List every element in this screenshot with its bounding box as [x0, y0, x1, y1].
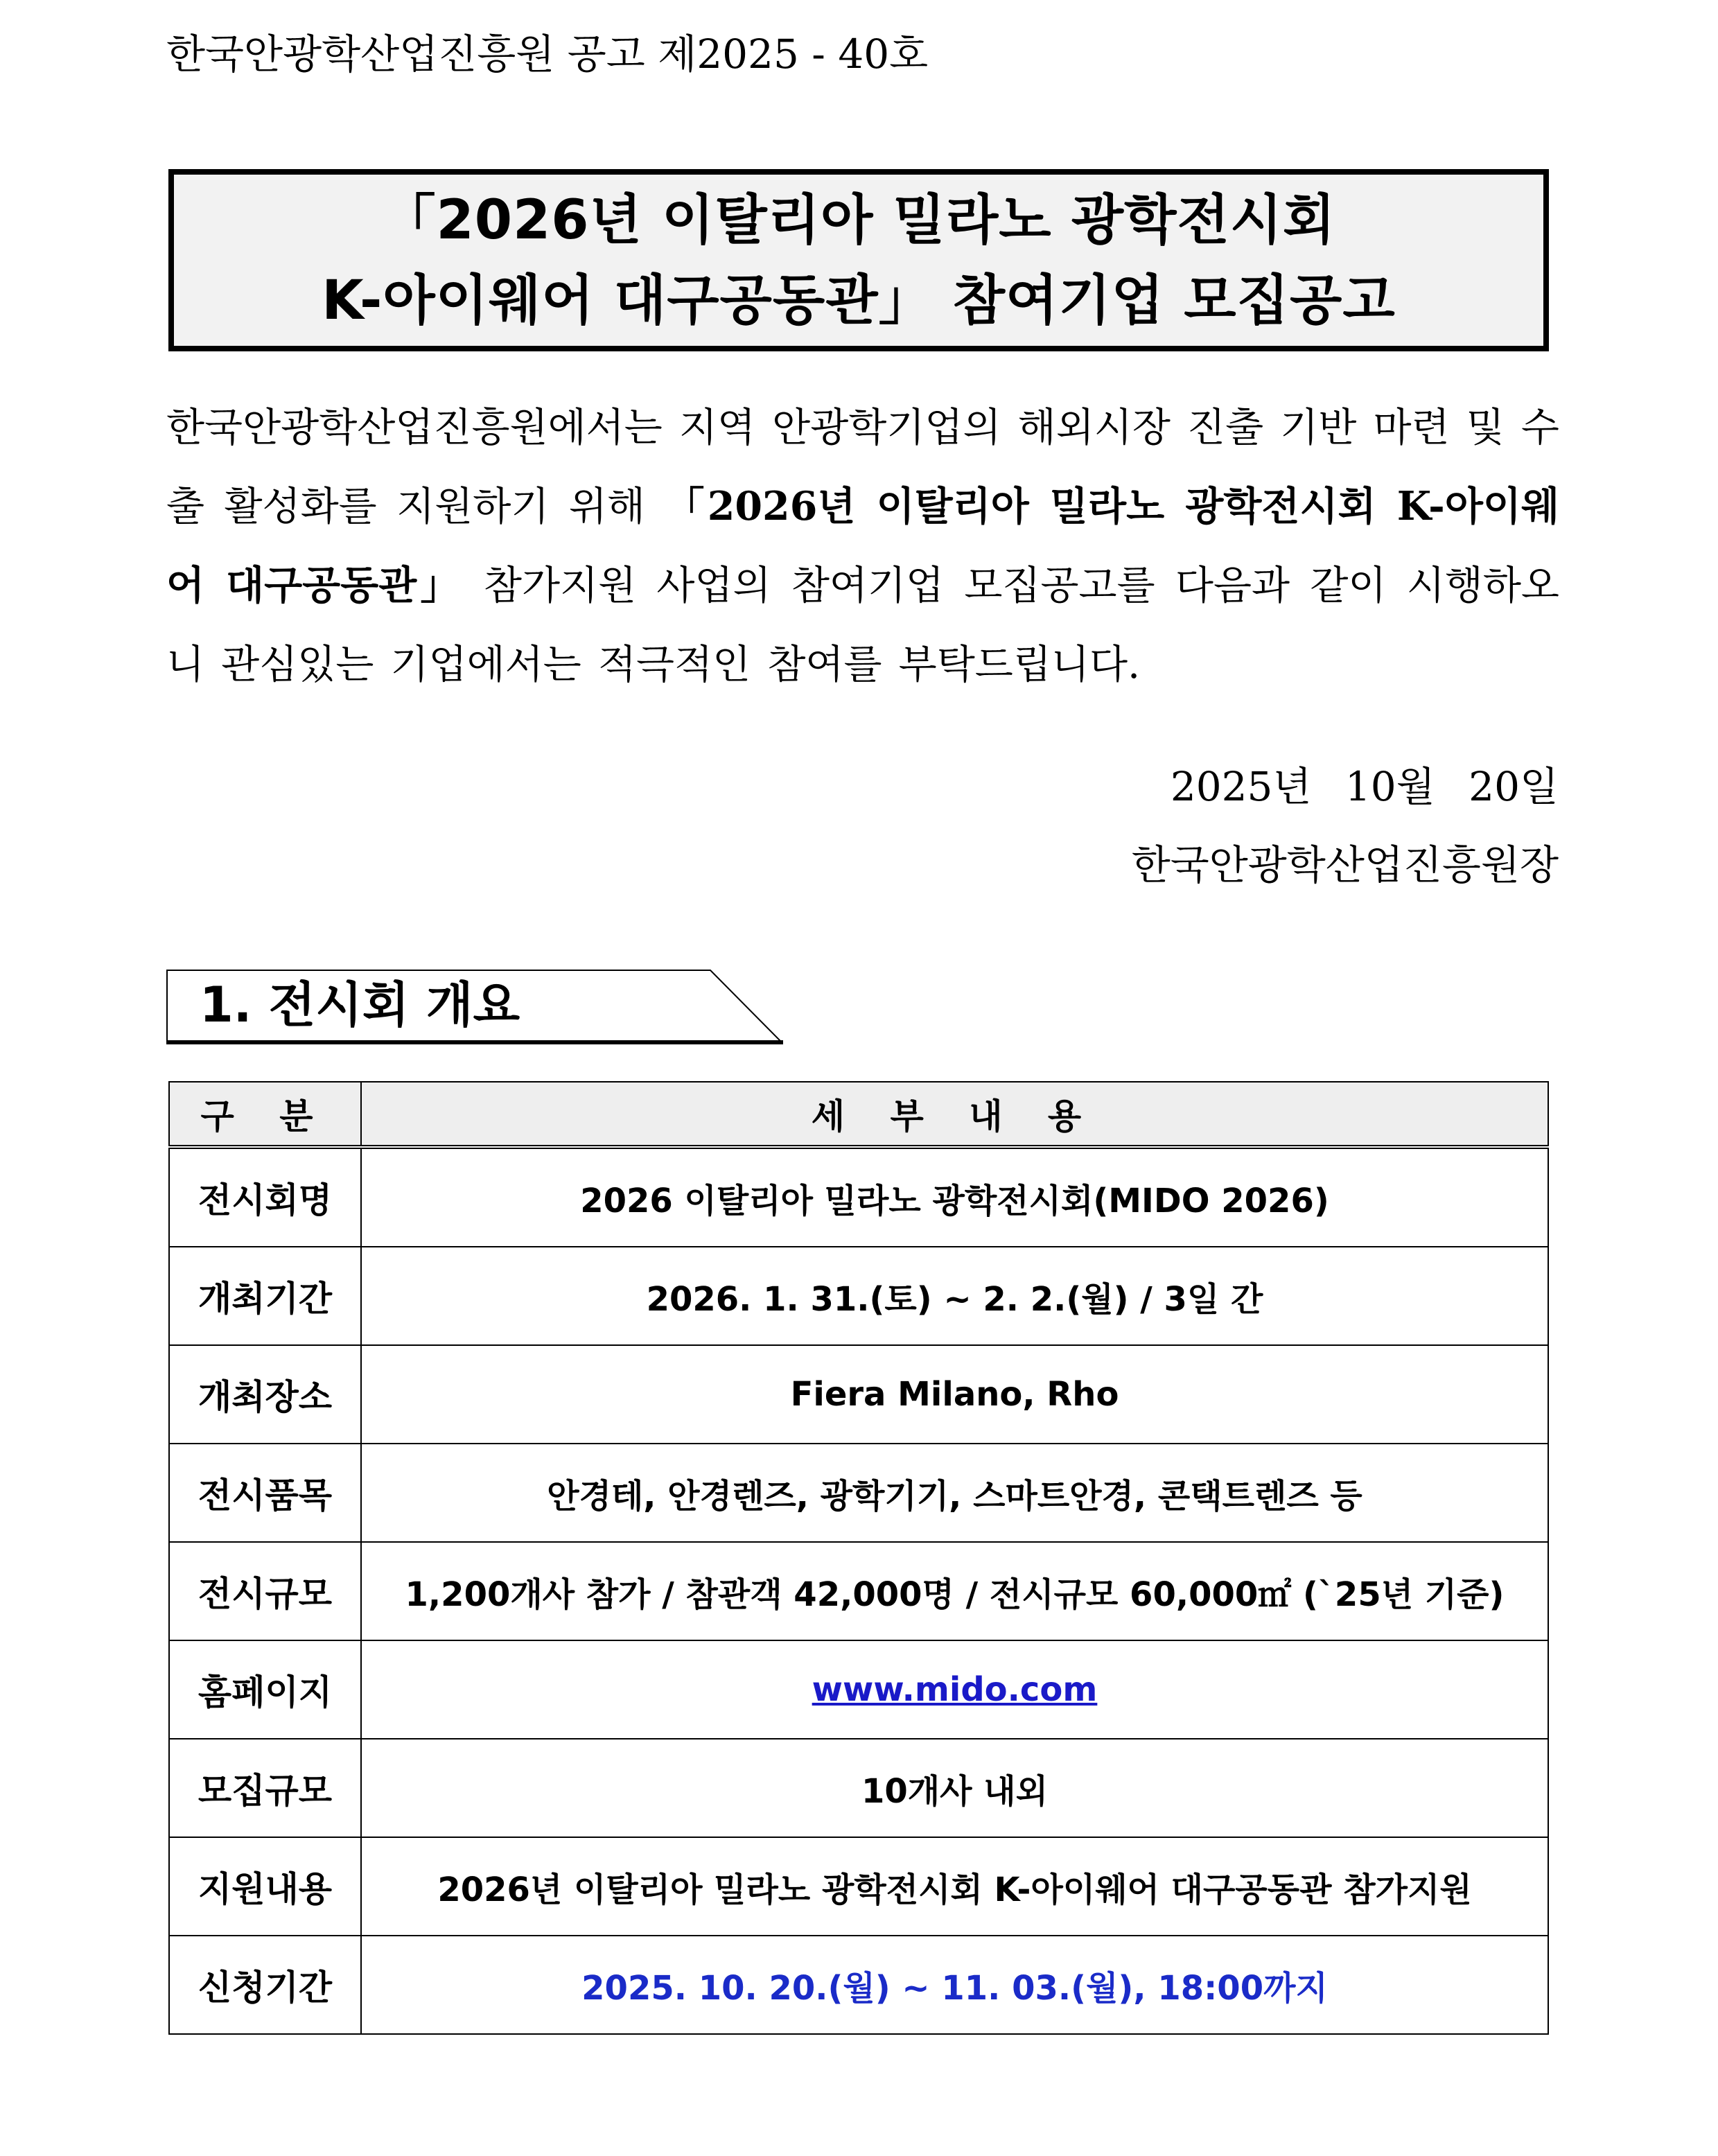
table-row [169, 1739, 1548, 1837]
row-value: 2026. 1. 31.(토) ~ 2. 2.(월) / 3일 간 [361, 1247, 1548, 1345]
table-header-row [169, 1082, 1548, 1147]
intro-emphasis: 「2026년 이탈리아 밀라노 광학전시회 K-아이웨어 대구공동관」 [166, 483, 1560, 608]
intro-paragraph [166, 388, 1559, 704]
row-value [361, 1640, 1548, 1739]
row-value: 안경테, 안경렌즈, 광학기기, 스마트안경, 콘택트렌즈 등 [361, 1444, 1548, 1542]
notice-number: 한국안광학산업진흥원 공고 제2025 - 40호 [166, 30, 929, 78]
row-value: 2026년 이탈리아 밀라노 광학전시회 K-아이웨어 대구공동관 참가지원 [361, 1837, 1548, 1936]
table-row [169, 1542, 1548, 1640]
header-details: 세 부 내 용 [361, 1082, 1548, 1147]
intro-text-1: 한국안광학산업진흥원에서는 지역 안광학기업의 해외시장 진출 기반 마련 및 수출 활성화를 지원하기 위해 [166, 405, 1559, 529]
table-row [169, 1444, 1548, 1542]
section-title: 1. 전시회 개요 [200, 976, 520, 1033]
row-label: 전시회명 [169, 1147, 361, 1247]
exhibition-overview-table [168, 1081, 1549, 2035]
row-value: Fiera Milano, Rho [361, 1345, 1548, 1444]
row-label: 홈페이지 [169, 1640, 361, 1739]
row-value: 10개사 내외 [361, 1739, 1548, 1837]
table-row [169, 1837, 1548, 1936]
title-line-2: K-아이웨어 대구공동관」 참여기업 모집공고 [322, 269, 1396, 332]
announcement-date: 2025년 10월 20일 [1170, 763, 1559, 810]
table-row [169, 1936, 1548, 2034]
row-value [361, 1936, 1548, 2034]
row-label: 신청기간 [169, 1936, 361, 2034]
table-row [169, 1147, 1548, 1247]
row-label: 지원내용 [169, 1837, 361, 1936]
signer: 한국안광학산업진흥원장 [1131, 841, 1559, 888]
row-label: 전시품목 [169, 1444, 361, 1542]
homepage-link[interactable]: www.mido.com [812, 1670, 1098, 1709]
row-label: 개최장소 [169, 1345, 361, 1444]
row-value: 2026 이탈리아 밀라노 광학전시회(MIDO 2026) [361, 1147, 1548, 1247]
table-row [169, 1640, 1548, 1739]
row-label: 전시규모 [169, 1542, 361, 1640]
section-header [166, 969, 783, 1045]
header-category: 구 분 [169, 1082, 361, 1147]
announcement-title [168, 169, 1549, 351]
table-row [169, 1247, 1548, 1345]
row-label: 모집규모 [169, 1739, 361, 1837]
title-line-1: 「2026년 이탈리아 밀라노 광학전시회 [381, 189, 1336, 252]
application-period: 2025. 10. 20.(월) ~ 11. 03.(월), 18:00까지 [581, 1968, 1328, 2008]
row-value: 1,200개사 참가 / 참관객 42,000명 / 전시규모 60,000㎡ (`25년 기준) [361, 1542, 1548, 1640]
intro-text-2: 참가지원 사업의 참여기업 모집공고를 다음과 같이 시행하오니 관심있는 기업에서는 적극적인 참여를 부탁드립니다. [166, 563, 1559, 687]
table-row [169, 1345, 1548, 1444]
row-label: 개최기간 [169, 1247, 361, 1345]
